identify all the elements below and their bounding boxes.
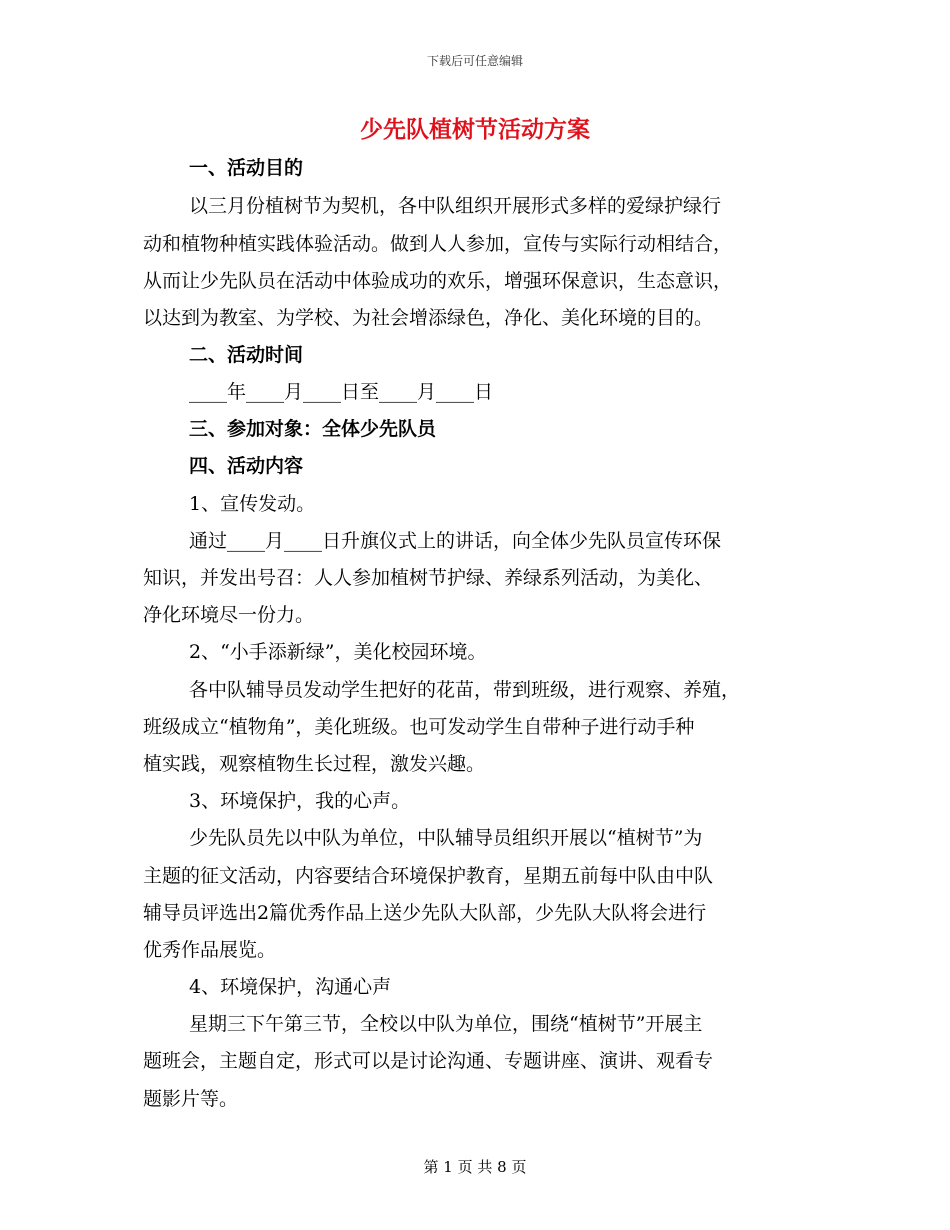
section-heading-participants: 三、参加对象：全体少先队员 [189, 418, 437, 440]
paragraph-line: 通过____月____日升旗仪式上的讲话，向全体少先队员宣传环保 [189, 530, 722, 552]
paragraph-line: 班级成立“植物角”，美化班级。也可发动学生自带种子进行动手种 [143, 716, 695, 738]
paragraph-line: 净化环境尽一份力。 [143, 604, 315, 626]
paragraph-line: 少先队员先以中队为单位，中队辅导员组织开展以“植树节”为 [189, 827, 703, 849]
header-note: 下载后可任意编辑 [426, 54, 523, 68]
paragraph-line: 优秀作品展览。 [143, 939, 277, 961]
section-heading-time: 二、活动时间 [189, 344, 304, 366]
page-number: 第 1 页 共 8 页 [423, 1158, 527, 1176]
item-title: 1、宣传发动。 [189, 493, 316, 515]
item-title: 3、环境保护，我的心声。 [189, 790, 411, 812]
item-title: 4、环境保护，沟通心声 [189, 976, 392, 998]
paragraph-line: 各中队辅导员发动学生把好的花苗，带到班级，进行观察、养殖， [189, 679, 741, 701]
paragraph-line: 从而让少先队员在活动中体验成功的欢乐，增强环保意识，生态意识， [143, 270, 733, 292]
document-title: 少先队植树节活动方案 [360, 116, 590, 143]
paragraph-line: 动和植物种植实践体验活动。做到人人参加，宣传与实际行动相结合， [143, 233, 733, 255]
paragraph-line: 以达到为教室、为学校、为社会增添绿色，净化、美化环境的目的。 [143, 307, 714, 329]
paragraph-line: 知识，并发出号召：人人参加植树节护绿、养绿系列活动，为美化、 [143, 567, 714, 589]
item-title: 2、“小手添新绿”，美化校园环境。 [189, 641, 487, 663]
section-heading-content: 四、活动内容 [189, 455, 304, 477]
section-heading-purpose: 一、活动目的 [189, 157, 304, 179]
paragraph-line: 植实践，观察植物生长过程，激发兴趣。 [143, 753, 486, 775]
paragraph-line: 题班会，主题自定，形式可以是讨论沟通、专题讲座、演讲、观看专 [143, 1050, 714, 1072]
paragraph-line: 辅导员评选出2篇优秀作品上送少先队大队部，少先队大队将会进行 [143, 902, 707, 924]
paragraph-line: 以三月份植树节为契机，各中队组织开展形式多样的爱绿护绿行 [189, 195, 722, 217]
paragraph-line: 题影片等。 [143, 1088, 239, 1110]
paragraph-line: 星期三下午第三节，全校以中队为单位，围绕“植树节”开展主 [189, 1013, 703, 1035]
date-line: ____年____月____日至____月____日 [189, 381, 494, 403]
paragraph-line: 主题的征文活动，内容要结合环境保护教育，星期五前每中队由中队 [143, 865, 714, 887]
